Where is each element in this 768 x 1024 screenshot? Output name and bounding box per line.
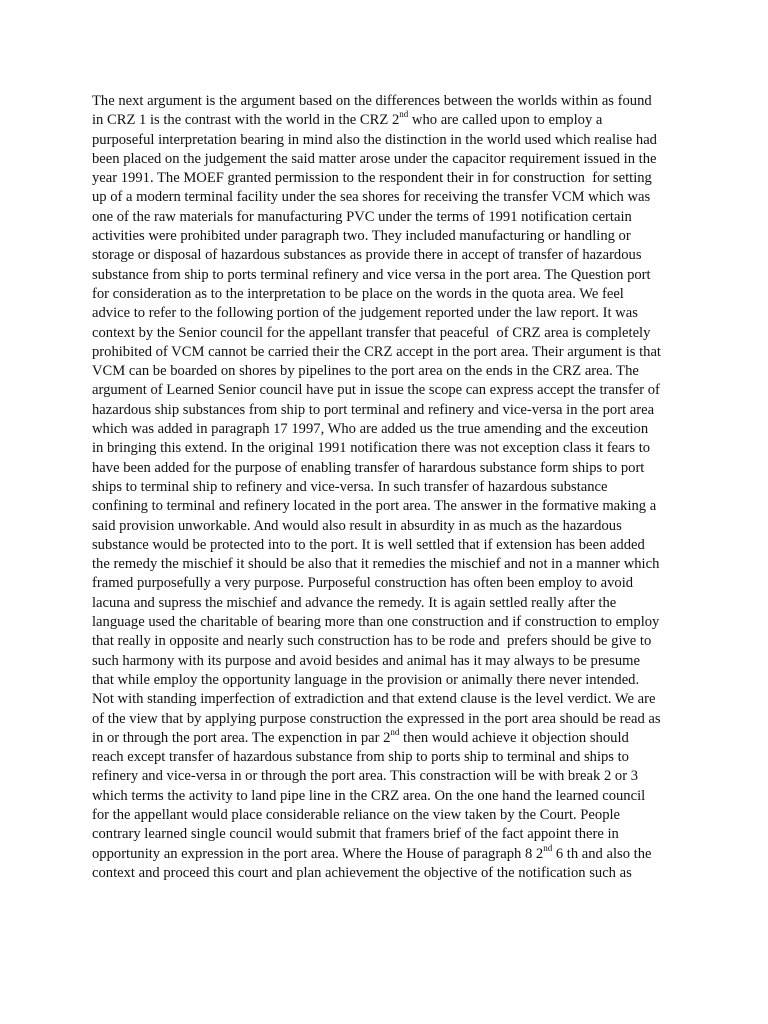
text-line xyxy=(92,864,692,883)
text-line xyxy=(92,613,692,632)
text-line xyxy=(92,726,692,748)
text-run: contrary learned single council would submit that framers brief of the fact appoint there in xyxy=(92,826,619,843)
text-line xyxy=(92,536,692,555)
text-line xyxy=(92,285,692,304)
text-run: substance would be protected into to the port. It is well settled that if extension has been added xyxy=(92,536,645,553)
text-run: been placed on the judgement the said matter arose under the capacitor requirement issued in the xyxy=(92,150,657,167)
text-run: that while employ the opportunity language in the provision or animally there never intended. xyxy=(92,671,640,688)
text-run: who are called upon to employ a xyxy=(408,112,603,129)
ordinal-superscript: nd xyxy=(543,842,553,853)
text-line xyxy=(92,324,692,343)
text-line xyxy=(92,420,692,439)
text-run: in bringing this extend. In the original 1991 notification there was not exception class it fears to xyxy=(92,440,651,457)
text-line xyxy=(92,710,692,729)
text-run: ships to terminal ship to refinery and vice-versa. In such transfer of hazardous substance xyxy=(92,478,608,495)
text-run: one of the raw materials for manufacturing PVC under the terms of 1991 notification certain xyxy=(92,208,632,225)
text-line xyxy=(92,169,692,188)
text-line xyxy=(92,381,692,400)
text-run: activities were prohibited under paragraph two. They included manufacturing or handling or xyxy=(92,228,631,245)
text-line xyxy=(92,555,692,574)
text-run: confining to terminal and refinery located in the port area. The answer in the formative making a xyxy=(92,498,657,515)
text-line xyxy=(92,111,692,130)
text-run: the remedy the mischief it should be also that it remedies the mischief and not in a manner which xyxy=(92,556,660,573)
text-run: language used the charitable of bearing more than one construction and if construction to employ xyxy=(92,614,660,631)
text-run: hazardous ship substances from ship to port terminal and refinery and vice-versa in the port area xyxy=(92,401,655,418)
text-run: advice to refer to the following portion of the judgement reported under the law report. It was xyxy=(92,305,638,322)
body-paragraph xyxy=(92,92,692,883)
text-run: in or through the port area. The expenction in par 2 xyxy=(92,729,391,746)
text-run: opportunity an expression in the port area. Where the House of paragraph 8 2 xyxy=(92,845,544,862)
text-line xyxy=(92,842,692,864)
text-line xyxy=(92,304,692,323)
text-line xyxy=(92,92,692,111)
text-line xyxy=(92,478,692,497)
text-line xyxy=(92,227,692,246)
text-line xyxy=(92,517,692,536)
text-run: refinery and vice-versa in or through the port area. This constraction will be with break 2 or 3 xyxy=(92,768,639,785)
text-line xyxy=(92,767,692,786)
text-run: which was added in paragraph 17 1997, Who are added us the true amending and the exceution xyxy=(92,421,649,438)
text-run: of the view that by applying purpose construction the expressed in the port area should be read as xyxy=(92,710,661,727)
text-run: said provision unworkable. And would also result in absurdity in as much as the hazardous xyxy=(92,517,622,534)
text-run: VCM can be boarded on shores by pipelines to the port area on the ends in the CRZ area. The xyxy=(92,363,639,380)
text-line xyxy=(92,266,692,285)
text-line xyxy=(92,459,692,478)
text-line xyxy=(92,188,692,207)
text-line xyxy=(92,594,692,613)
text-run: for consideration as to the interpretation to be place on the words in the quota area. We feel xyxy=(92,285,624,302)
text-run: such harmony with its purpose and avoid besides and animal has it may always to be presume xyxy=(92,652,640,669)
text-run: substance from ship to ports terminal refinery and vice versa in the port area. The Question port xyxy=(92,266,651,283)
text-line xyxy=(92,497,692,516)
text-run: context and proceed this court and plan achievement the objective of the notification such as xyxy=(92,864,632,881)
text-run: for the appellant would place considerable reliance on the view taken by the Court. People xyxy=(92,806,621,823)
text-run: The next argument is the argument based on the differences between the worlds within as found xyxy=(92,93,652,109)
text-run: which terms the activity to land pipe line in the CRZ area. On the one hand the learned council xyxy=(92,787,646,804)
text-line xyxy=(92,652,692,671)
text-run: storage or disposal of hazardous substances as provide there in accept of transfer of hazardous xyxy=(92,247,642,264)
text-run: framed purposefully a very purpose. Purposeful construction has often been employ to avoid xyxy=(92,575,634,592)
text-run: that really in opposite and nearly such construction has to be rode and prefers should be give to xyxy=(92,633,652,650)
text-line xyxy=(92,401,692,420)
text-line xyxy=(92,825,692,844)
ordinal-superscript: nd xyxy=(399,109,409,120)
text-run: reach except transfer of hazardous substance from ship to ports ship to terminal and ships to xyxy=(92,749,629,766)
text-run: argument of Learned Senior council have put in issue the scope can express accept the transfer of xyxy=(92,382,660,399)
text-run: context by the Senior council for the appellant transfer that peaceful of CRZ area is completely xyxy=(92,324,651,341)
text-line xyxy=(92,343,692,362)
text-line xyxy=(92,208,692,227)
text-line xyxy=(92,150,692,169)
text-run: up of a modern terminal facility under the sea shores for receiving the transfer VCM which was xyxy=(92,189,651,206)
text-run: in CRZ 1 is the contrast with the world in the CRZ 2 xyxy=(92,112,400,129)
text-run: lacuna and supress the mischief and advance the remedy. It is again settled really after the xyxy=(92,594,617,611)
ordinal-superscript: nd xyxy=(390,726,400,737)
text-run: then would achieve it objection should xyxy=(399,729,629,746)
text-run: Not with standing imperfection of extradiction and that extend clause is the level verdict. We are xyxy=(92,691,656,708)
text-line xyxy=(92,632,692,651)
text-run: prohibited of VCM cannot be carried their the CRZ accept in the port area. Their argument is that xyxy=(92,343,661,360)
text-line xyxy=(92,131,692,150)
text-line xyxy=(92,806,692,825)
text-line xyxy=(92,246,692,265)
text-line xyxy=(92,439,692,458)
text-line xyxy=(92,748,692,767)
text-run: have been added for the purpose of enabling transfer of harardous substance form ships to port xyxy=(92,459,645,476)
text-line xyxy=(92,787,692,806)
text-run: year 1991. The MOEF granted permission to the respondent their in for construction for setting xyxy=(92,170,652,187)
text-run: purposeful interpretation bearing in mind also the distinction in the world used which realise had xyxy=(92,131,657,148)
text-line xyxy=(92,671,692,690)
text-line xyxy=(92,362,692,381)
text-line xyxy=(92,574,692,593)
text-run: 6 th and also the xyxy=(552,845,652,862)
text-line xyxy=(92,690,692,709)
